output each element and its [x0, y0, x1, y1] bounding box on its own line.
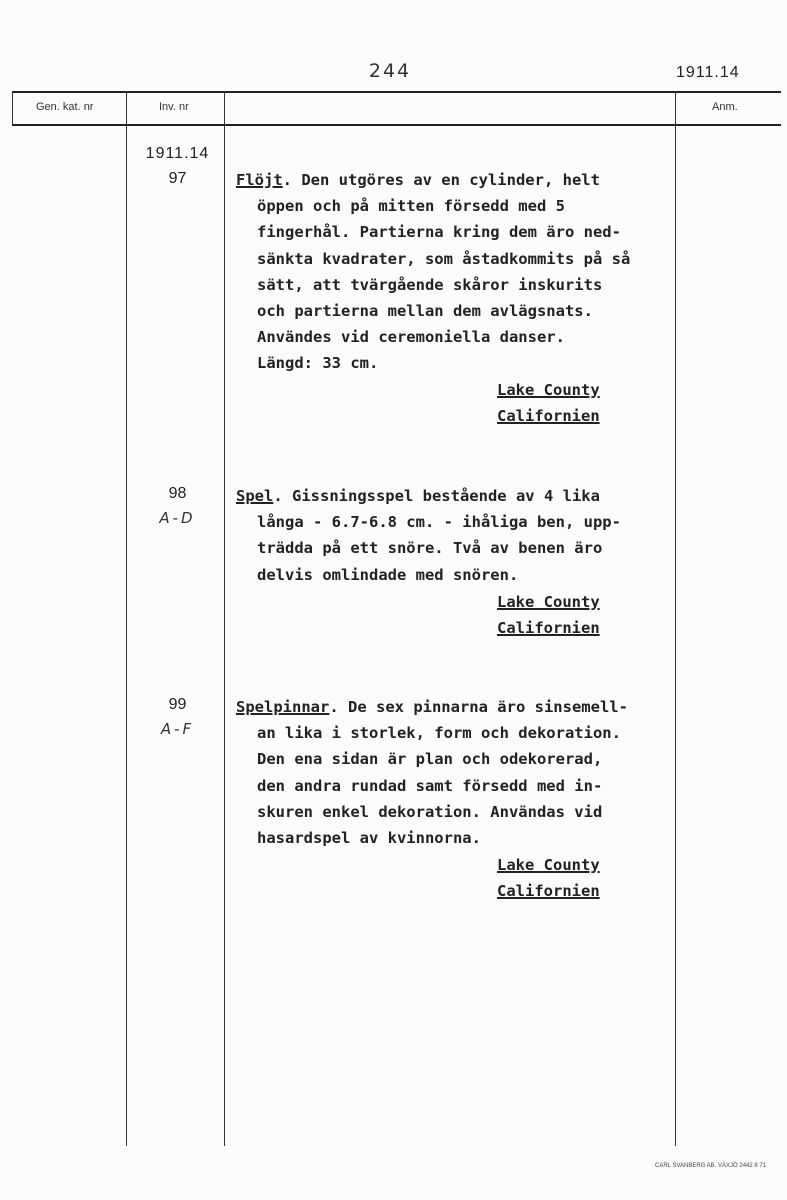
entry-line: delvis omlindade med snören. [257, 565, 519, 584]
entry-line: sänkta kvadrater, som åstadkommits på så [257, 249, 631, 268]
entry-line: sätt, att tvärgående skåror inskurits [257, 275, 603, 294]
entry-line: an lika i storlek, form och dekoration. [257, 724, 621, 743]
entry-text-99 [236, 694, 676, 851]
entry-line: skuren enkel dekoration. Användas vid [257, 802, 603, 821]
entry-text-97 [236, 167, 676, 377]
inv-subnumber-99: A-F [160, 720, 195, 738]
location-state: Californien [497, 407, 600, 426]
entry-text-98 [236, 483, 676, 588]
location-99 [497, 852, 600, 904]
location-state: Californien [497, 882, 600, 901]
entry-line: . Gissningsspel bestående av 4 lika [273, 487, 600, 505]
printer-mark: CARL SVANBERG AB. VÄXJÖ 2442 8 71 [655, 1163, 767, 1169]
location-state: Californien [497, 619, 600, 638]
inv-number-97: 97 [168, 170, 187, 187]
location-98 [497, 589, 600, 641]
entry-line: den andra rundad samt försedd med in- [257, 776, 603, 795]
entry-line: öppen och på mitten försedd med 5 [257, 197, 565, 216]
column-heading-anm: Anm. [712, 101, 738, 113]
entry-keyword: Flöjt [236, 171, 283, 189]
header-bottom-rule [12, 124, 781, 126]
entry-line: . Den utgöres av en cylinder, helt [282, 171, 600, 189]
location-county: Lake County [497, 593, 600, 611]
inv-number-98: 98 [168, 485, 187, 502]
inv-subnumber-98: A-D [159, 509, 196, 527]
column-divider-gen-inv [126, 91, 127, 1146]
entry-line: Längd: 33 cm. [257, 354, 379, 373]
column-divider-inv-text [224, 91, 225, 1146]
entry-line: . De sex pinnarna äro sinsemell- [329, 698, 628, 716]
header-top-rule [12, 91, 781, 93]
location-county: Lake County [497, 856, 600, 874]
collection-year: 1911.14 [145, 145, 210, 162]
entry-line: Användes vid ceremoniella danser. [257, 328, 565, 347]
left-border [12, 91, 13, 125]
entry-keyword: Spel [236, 487, 274, 505]
entry-line: hasardspel av kvinnorna. [257, 829, 481, 848]
location-97 [497, 377, 600, 429]
column-heading-inv-nr: Inv. nr [159, 101, 189, 113]
entry-line: och partierna mellan dem avlägsnats. [257, 302, 593, 321]
entry-line: Den ena sidan är plan och odekorerad, [257, 750, 603, 769]
header-year: 1911.14 [676, 64, 740, 81]
entry-line: långa - 6.7-6.8 cm. - ihåliga ben, upp- [257, 513, 621, 532]
location-county: Lake County [497, 381, 600, 399]
entry-line: fingerhål. Partierna kring dem äro ned- [257, 223, 621, 242]
entry-keyword: Spelpinnar [236, 698, 330, 716]
entry-line: trädda på ett snöre. Två av benen äro [257, 539, 603, 558]
column-heading-gen-kat-nr: Gen. kat. nr [36, 101, 94, 113]
page-number: 244 [368, 60, 412, 82]
inv-number-99: 99 [168, 696, 187, 713]
